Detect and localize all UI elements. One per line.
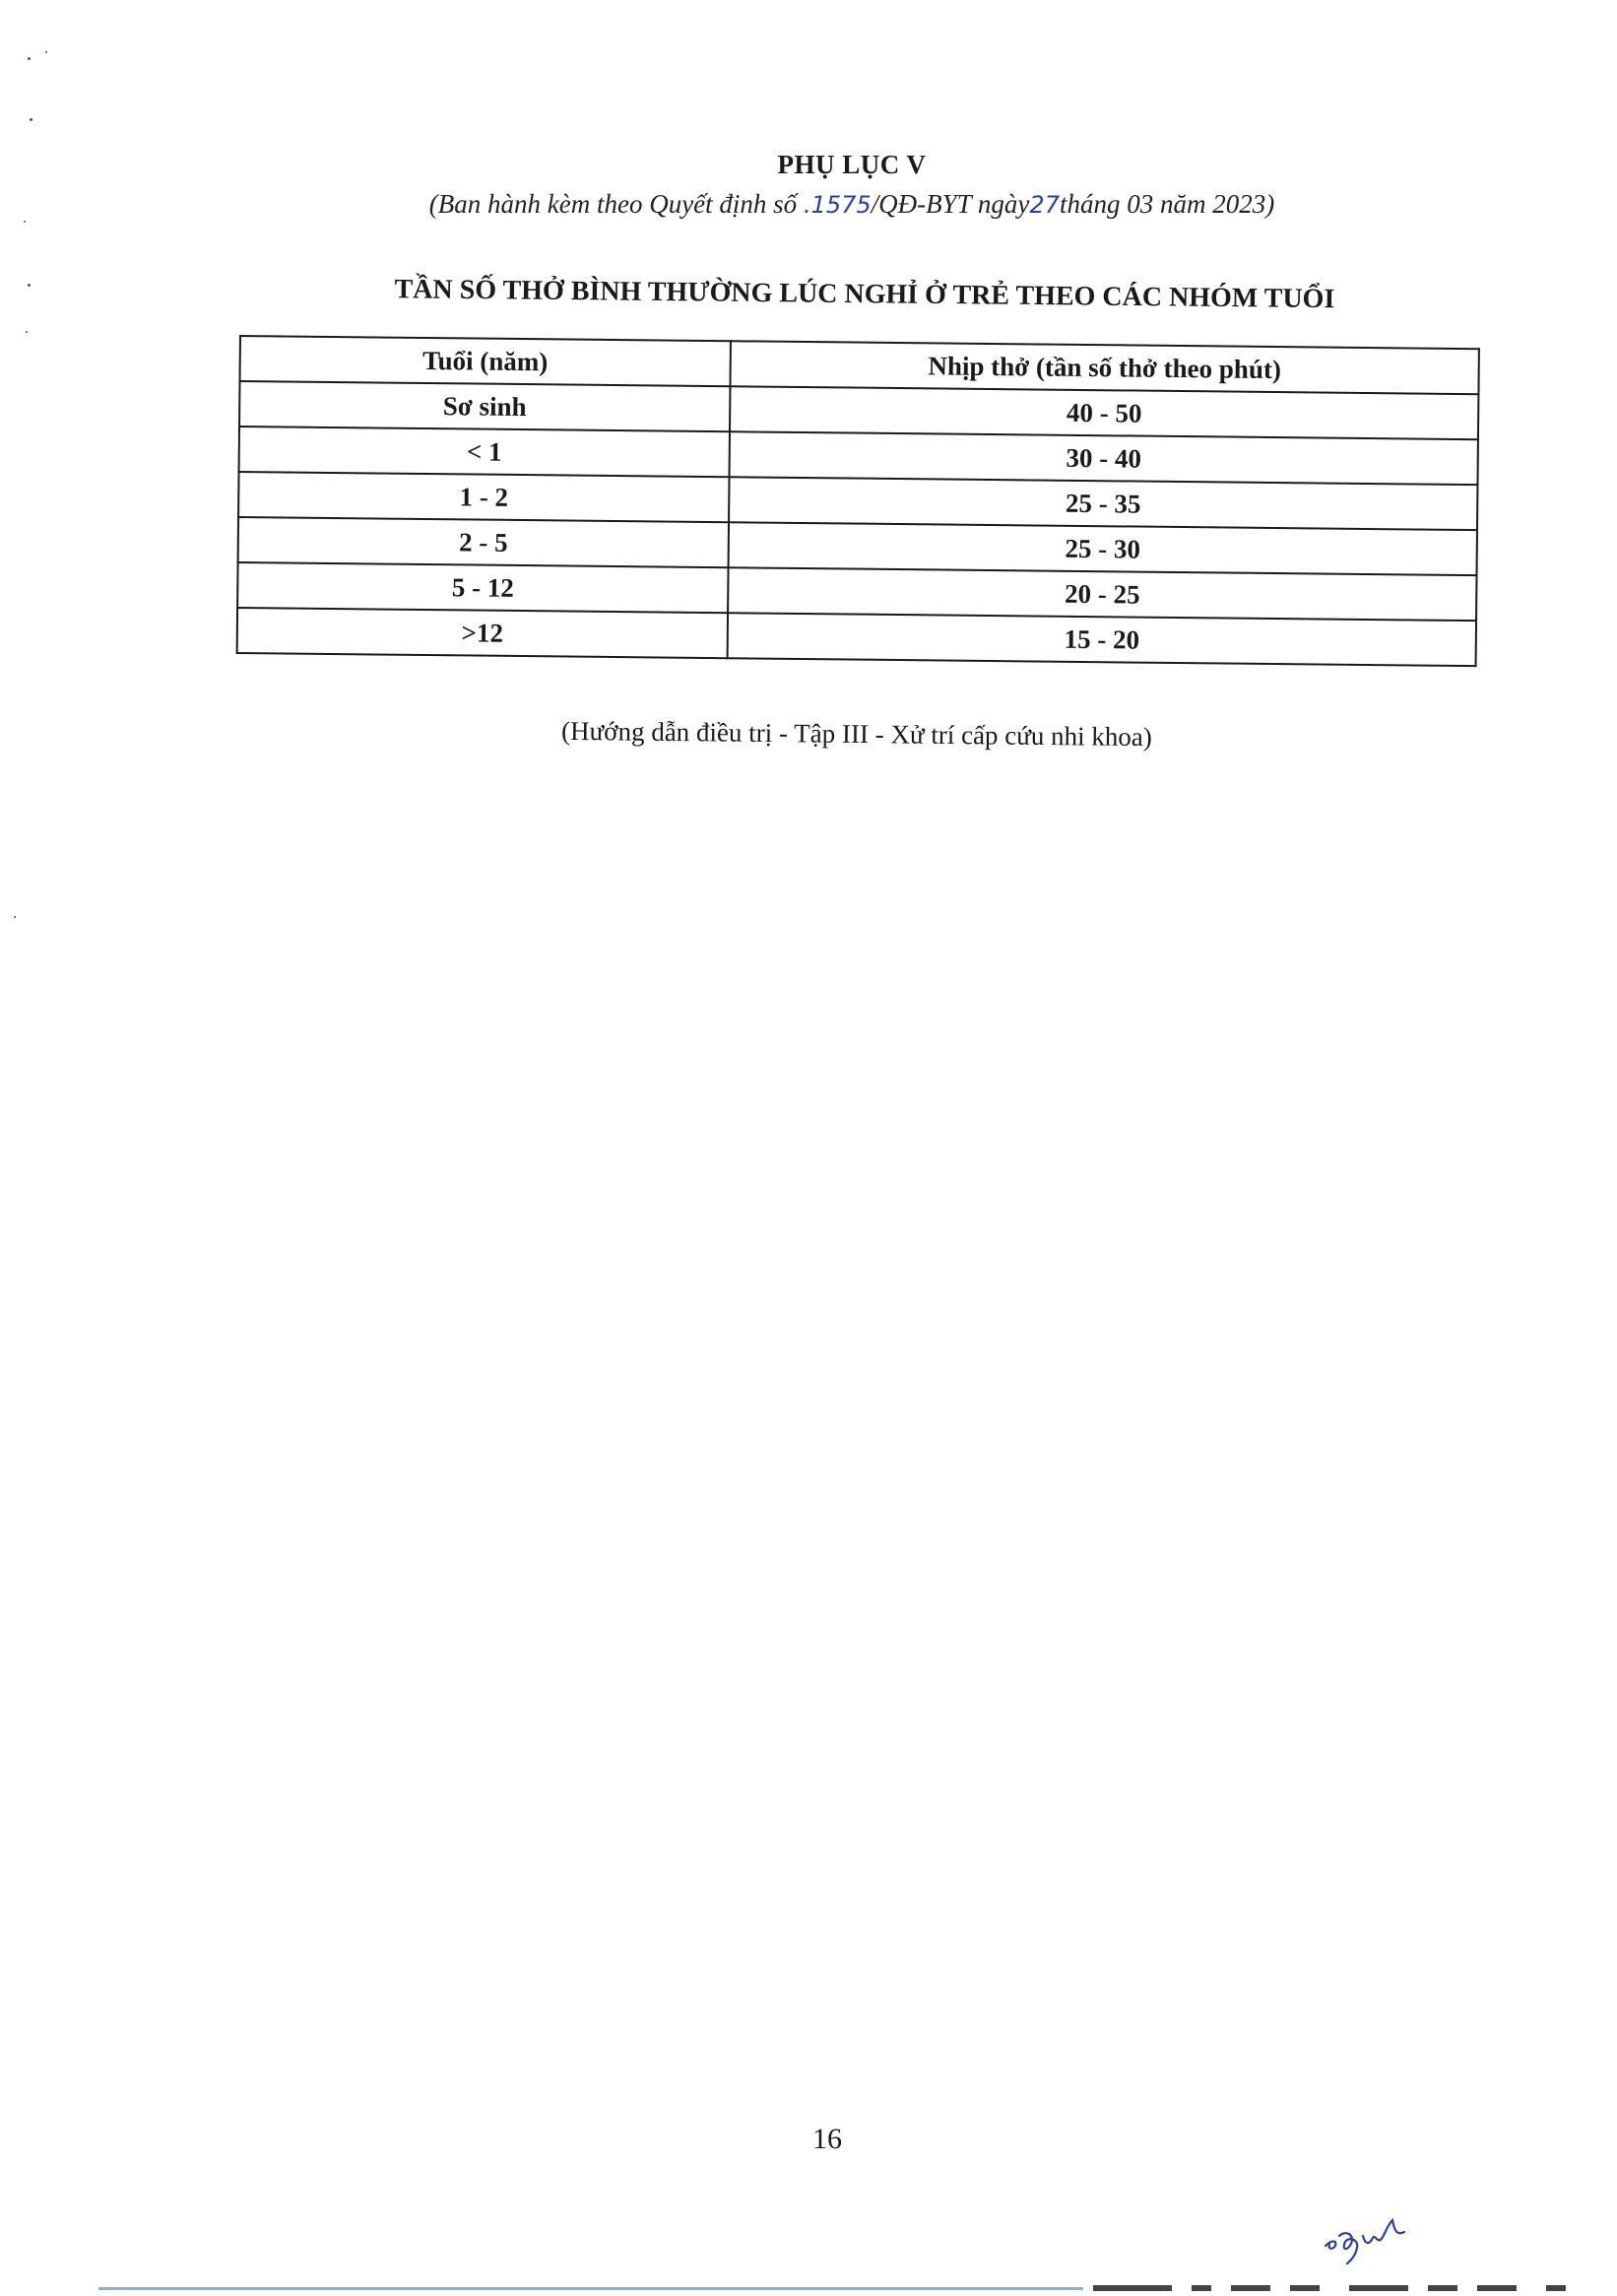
age-cell: >12 xyxy=(237,608,728,658)
decision-prefix: (Ban hành kèm theo Quyết định số xyxy=(428,189,798,219)
rate-cell: 15 - 20 xyxy=(728,613,1476,666)
appendix-title: PHỤ LỤC V xyxy=(777,150,927,179)
source-citation: (Hướng dẫn điều trị - Tập III - Xử trí cấp cứu nhi khoa) xyxy=(560,715,1153,753)
decision-middle: /QĐ-BYT ngày xyxy=(871,189,1030,219)
age-cell: 5 - 12 xyxy=(237,562,728,613)
respiratory-rate-table-wrap xyxy=(236,335,1480,667)
rate-cell: 25 - 30 xyxy=(729,522,1477,575)
rate-cell: 20 - 25 xyxy=(728,567,1476,621)
decision-reference xyxy=(0,189,1617,220)
age-cell: Sơ sinh xyxy=(239,381,730,431)
page-number: 16 xyxy=(812,2123,842,2155)
decision-day: 27 xyxy=(1029,191,1060,219)
age-cell: 2 - 5 xyxy=(238,517,729,567)
scan-bottom-edge xyxy=(0,2283,1617,2293)
rate-cell: 30 - 40 xyxy=(730,431,1478,485)
handwritten-initials xyxy=(1320,2206,1438,2265)
column-header-age: Tuổi (năm) xyxy=(240,336,731,386)
decision-suffix: tháng 03 năm 2023) xyxy=(1059,189,1275,219)
age-cell: 1 - 2 xyxy=(238,472,729,522)
rate-cell: 25 - 35 xyxy=(729,477,1477,530)
document-heading: TẦN SỐ THỞ BÌNH THƯỜNG LÚC NGHỈ Ở TRẺ THEO CÁC NHÓM TUỔI xyxy=(394,274,1335,315)
respiratory-rate-table xyxy=(236,335,1480,667)
age-cell: < 1 xyxy=(239,426,730,477)
decision-number: .1575 xyxy=(803,191,872,219)
rate-cell: 40 - 50 xyxy=(730,386,1478,439)
column-header-rate: Nhịp thở (tần số thở theo phút) xyxy=(730,341,1478,394)
